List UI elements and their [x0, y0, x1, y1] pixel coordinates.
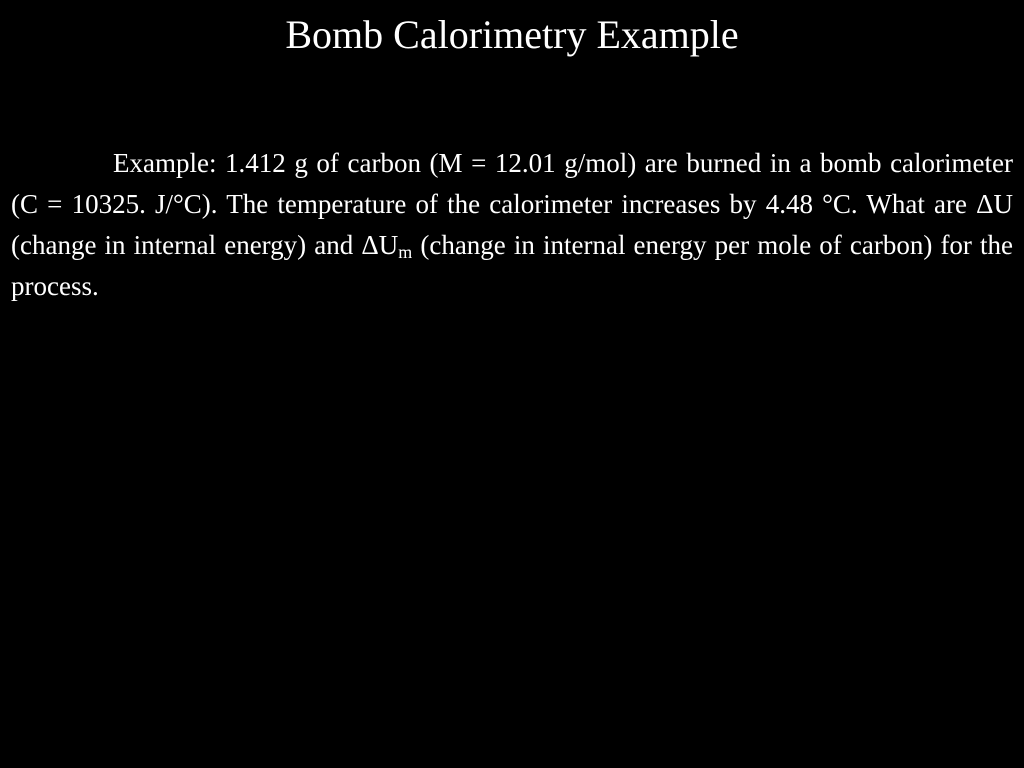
slide-title: Bomb Calorimetry Example: [285, 12, 739, 57]
molar-subscript: m: [398, 242, 413, 262]
example-paragraph: [11, 143, 1013, 307]
example-text-part2: (change in internal energy per mole of carbon) for the process.: [11, 230, 1014, 301]
example-text-part1: Example: 1.412 g of carbon (M = 12.01 g/mol) are burned in a bomb calorimeter (C = 10325. J/°C). The temperature of the calorimeter increases by 4.48 °C. What are ΔU (change in internal energy) and ΔU: [11, 148, 1013, 260]
